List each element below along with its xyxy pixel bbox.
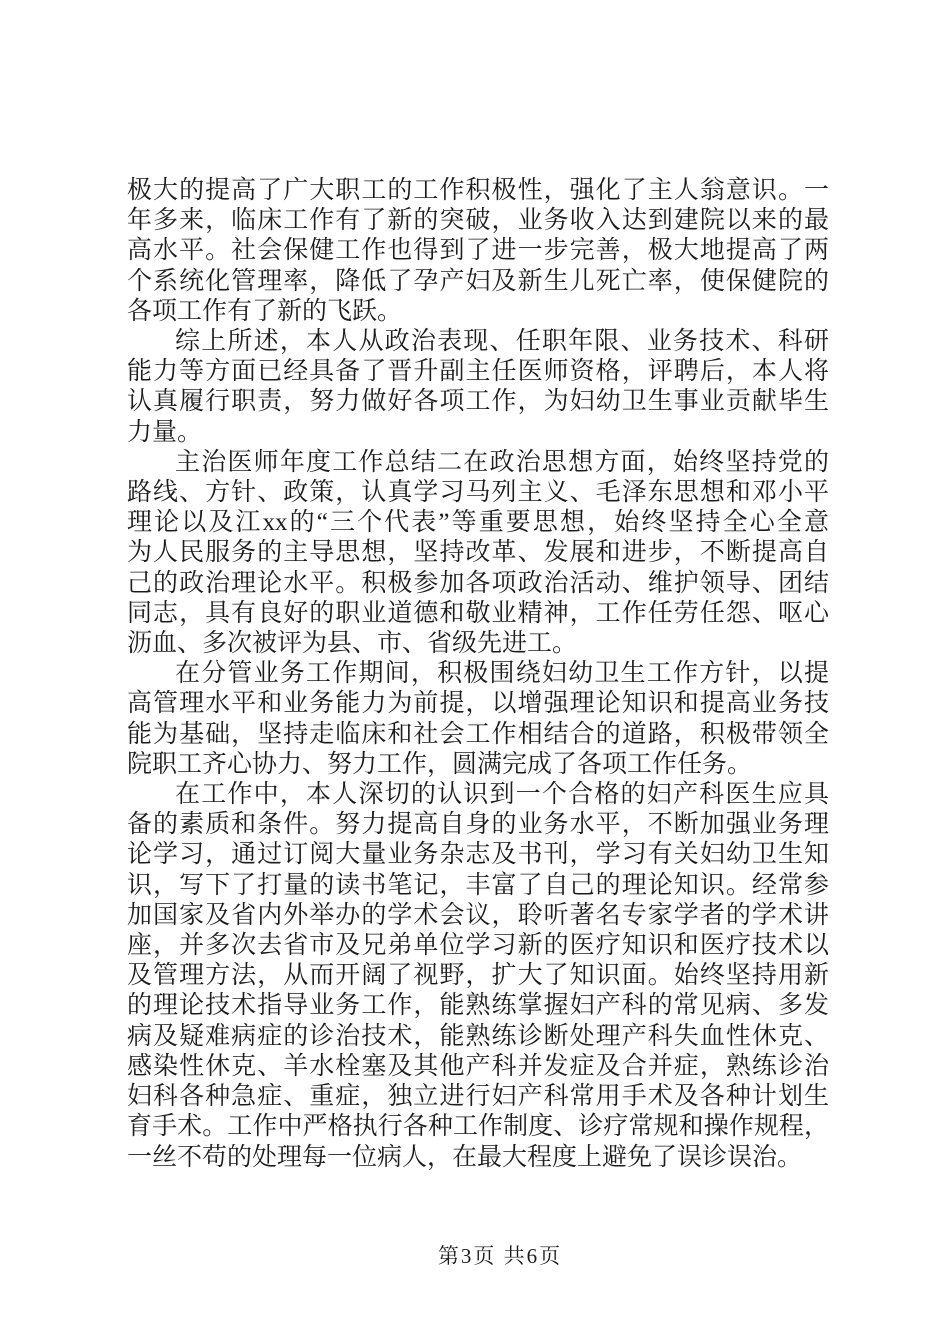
document-line: 极大的提高了广大职工的工作积极性，强化了主人翁意识。一: [127, 177, 829, 204]
paragraph: [127, 780, 829, 1173]
document-line: 各项工作有了新的飞跃。: [127, 297, 403, 325]
document-line: 己的政治理论水平。积极参加各项政治活动、维护领导、团结: [127, 569, 829, 597]
document-line: 及管理方法，从而开阔了视野，扩大了知识面。始终坚持用新: [127, 962, 829, 990]
document-line: 一丝不苟的处理每一位病人，在最大程度上避免了误诊误治。: [127, 1143, 803, 1171]
document-line: 能力等方面已经具备了晋升副主任医师资格，评聘后，本人将: [127, 358, 829, 386]
document-line: 识，写下了打量的读书笔记，丰富了自己的理论知识。经常参: [127, 871, 829, 899]
document-line: 认真履行职责，努力做好各项工作，为妇幼卫生事业贡献毕生: [127, 388, 829, 416]
document-line: 高水平。社会保健工作也得到了进一步完善，极大地提高了两: [127, 237, 829, 265]
page-number-indicator: 第3页 共6页: [437, 1244, 563, 1268]
document-line: 加国家及省内外举办的学术会议，聆听著名专家学者的学术讲: [127, 901, 829, 929]
document-line: 在分管业务工作期间，积极围绕妇幼卫生工作方针，以提: [175, 660, 829, 688]
document-line: 在工作中，本人深切的认识到一个合格的妇产科医生应具: [175, 781, 829, 809]
document-line: 路线、方针、政策，认真学习马列主义、毛泽东思想和邓小平: [127, 479, 829, 507]
document-line: 育手术。工作中严格执行各种工作制度、诊疗常规和操作规程，: [127, 1113, 829, 1141]
document-line: 主治医师年度工作总结二在政治思想方面，始终坚持党的: [175, 448, 829, 476]
document-line: 感染性休克、羊水栓塞及其他产科并发症及合并症，熟练诊治: [127, 1052, 829, 1080]
paragraph: [127, 176, 829, 327]
document-line: 年多来，临床工作有了新的突破，业务收入达到建院以来的最: [127, 207, 829, 235]
document-line: 备的素质和条件。努力提高自身的业务水平，不断加强业务理: [127, 811, 829, 839]
document-line: 能为基础，坚持走临床和社会工作相结合的道路，积极带领全: [127, 720, 829, 748]
page-footer: [127, 1240, 873, 1270]
paragraph: [127, 659, 829, 780]
document-line: 个系统化管理率，降低了孕产妇及新生儿死亡率，使保健院的: [127, 267, 829, 295]
document-line: 高管理水平和业务能力为前提，以增强理论知识和提高业务技: [127, 690, 829, 718]
document-line: 院职工齐心协力、努力工作，圆满完成了各项工作任务。: [127, 750, 753, 778]
document-line: 力量。: [127, 418, 203, 446]
document-body: [127, 176, 829, 1173]
paragraph: [127, 327, 829, 448]
document-line: 理论以及江xx的“三个代表”等重要思想，始终坚持全心全意: [127, 509, 829, 537]
document-line: 沥血、多次被评为县、市、省级先进工。: [127, 630, 578, 658]
document-line: 综上所述，本人从政治表现、任职年限、业务技术、科研: [175, 328, 829, 356]
document-line: 论学习，通过订阅大量业务杂志及书刊，学习有关妇幼卫生知: [127, 841, 829, 869]
document-line: 座，并多次去省市及兄弟单位学习新的医疗知识和医疗技术以: [127, 932, 829, 960]
document-line: 为人民服务的主导思想，坚持改革、发展和进步，不断提高自: [127, 539, 829, 567]
document-line: 妇科各种急症、重症，独立进行妇产科常用手术及各种计划生: [127, 1083, 829, 1111]
paragraph: [127, 448, 829, 659]
document-line: 的理论技术指导业务工作，能熟练掌握妇产科的常见病、多发: [127, 992, 829, 1020]
document-line: 病及疑难病症的诊治技术，能熟练诊断处理产科失血性休克、: [127, 1022, 829, 1050]
document-line: 同志，具有良好的职业道德和敬业精神，工作任劳任怨、呕心: [127, 599, 829, 627]
